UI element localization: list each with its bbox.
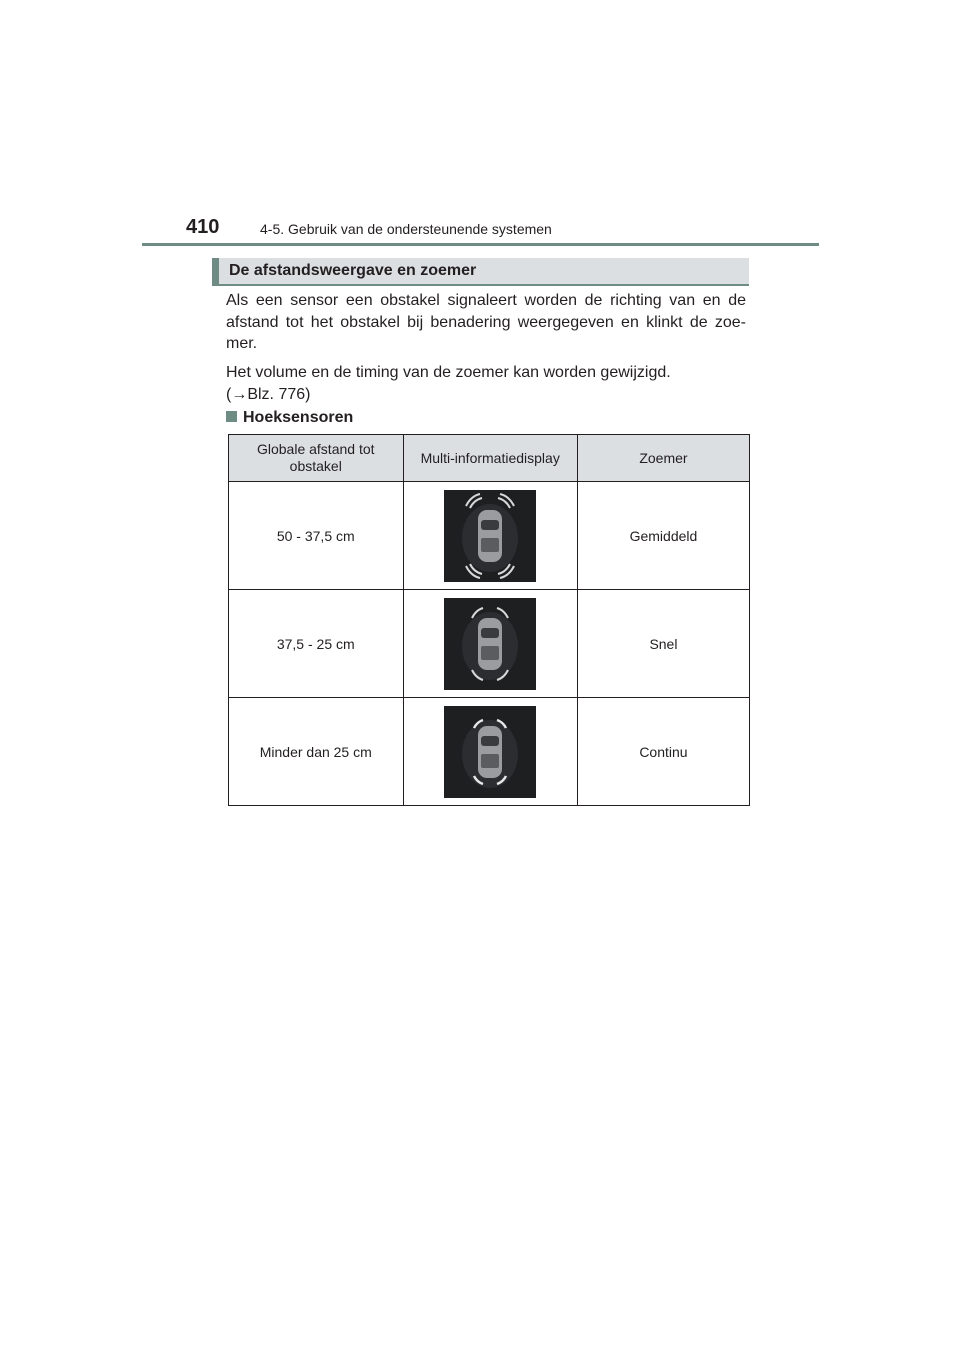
square-bullet-icon bbox=[226, 411, 237, 422]
distance-cell: 50 - 37,5 cm bbox=[229, 482, 404, 590]
chapter-title: 4-5. Gebruik van de ondersteunende systemen bbox=[260, 221, 552, 237]
buzzer-cell: Gemiddeld bbox=[577, 482, 749, 590]
car-parking-sensor-display-icon bbox=[444, 490, 536, 582]
distance-cell: Minder dan 25 cm bbox=[229, 698, 404, 806]
section-title: De afstandsweergave en zoemer bbox=[229, 262, 477, 279]
table-header-row bbox=[229, 435, 750, 482]
display-cell bbox=[403, 590, 577, 698]
header-display: Multi-informatiedisplay bbox=[403, 435, 577, 482]
display-cell bbox=[403, 698, 577, 806]
volume-text: Het volume en de timing van de zoemer kan worden gewijzigd. bbox=[226, 364, 671, 381]
subsection-heading bbox=[226, 409, 353, 427]
header-rule bbox=[142, 243, 819, 246]
display-cell bbox=[403, 482, 577, 590]
car-parking-sensor-display-icon bbox=[444, 598, 536, 690]
section-underline bbox=[212, 284, 749, 286]
sensor-table bbox=[228, 434, 750, 806]
page-number: 410 bbox=[186, 216, 220, 238]
header-buzzer: Zoemer bbox=[577, 435, 749, 482]
section-heading-bar bbox=[212, 258, 749, 284]
buzzer-cell: Continu bbox=[577, 698, 749, 806]
table-row bbox=[229, 698, 750, 806]
volume-paragraph bbox=[226, 362, 746, 405]
header-distance: Globale afstand tot obstakel bbox=[229, 435, 404, 482]
table-row bbox=[229, 482, 750, 590]
table-row bbox=[229, 590, 750, 698]
distance-cell: 37,5 - 25 cm bbox=[229, 590, 404, 698]
car-parking-sensor-display-icon bbox=[444, 706, 536, 798]
subsection-title: Hoeksensoren bbox=[243, 409, 354, 426]
page-reference: (→Blz. 776) bbox=[226, 385, 311, 403]
intro-paragraph: Als een sensor een obstakel signaleert worden de richting van en de afstand tot het obstakel bij benadering weergegeven en klinkt de zoe-mer. bbox=[226, 292, 746, 352]
buzzer-cell: Snel bbox=[577, 590, 749, 698]
